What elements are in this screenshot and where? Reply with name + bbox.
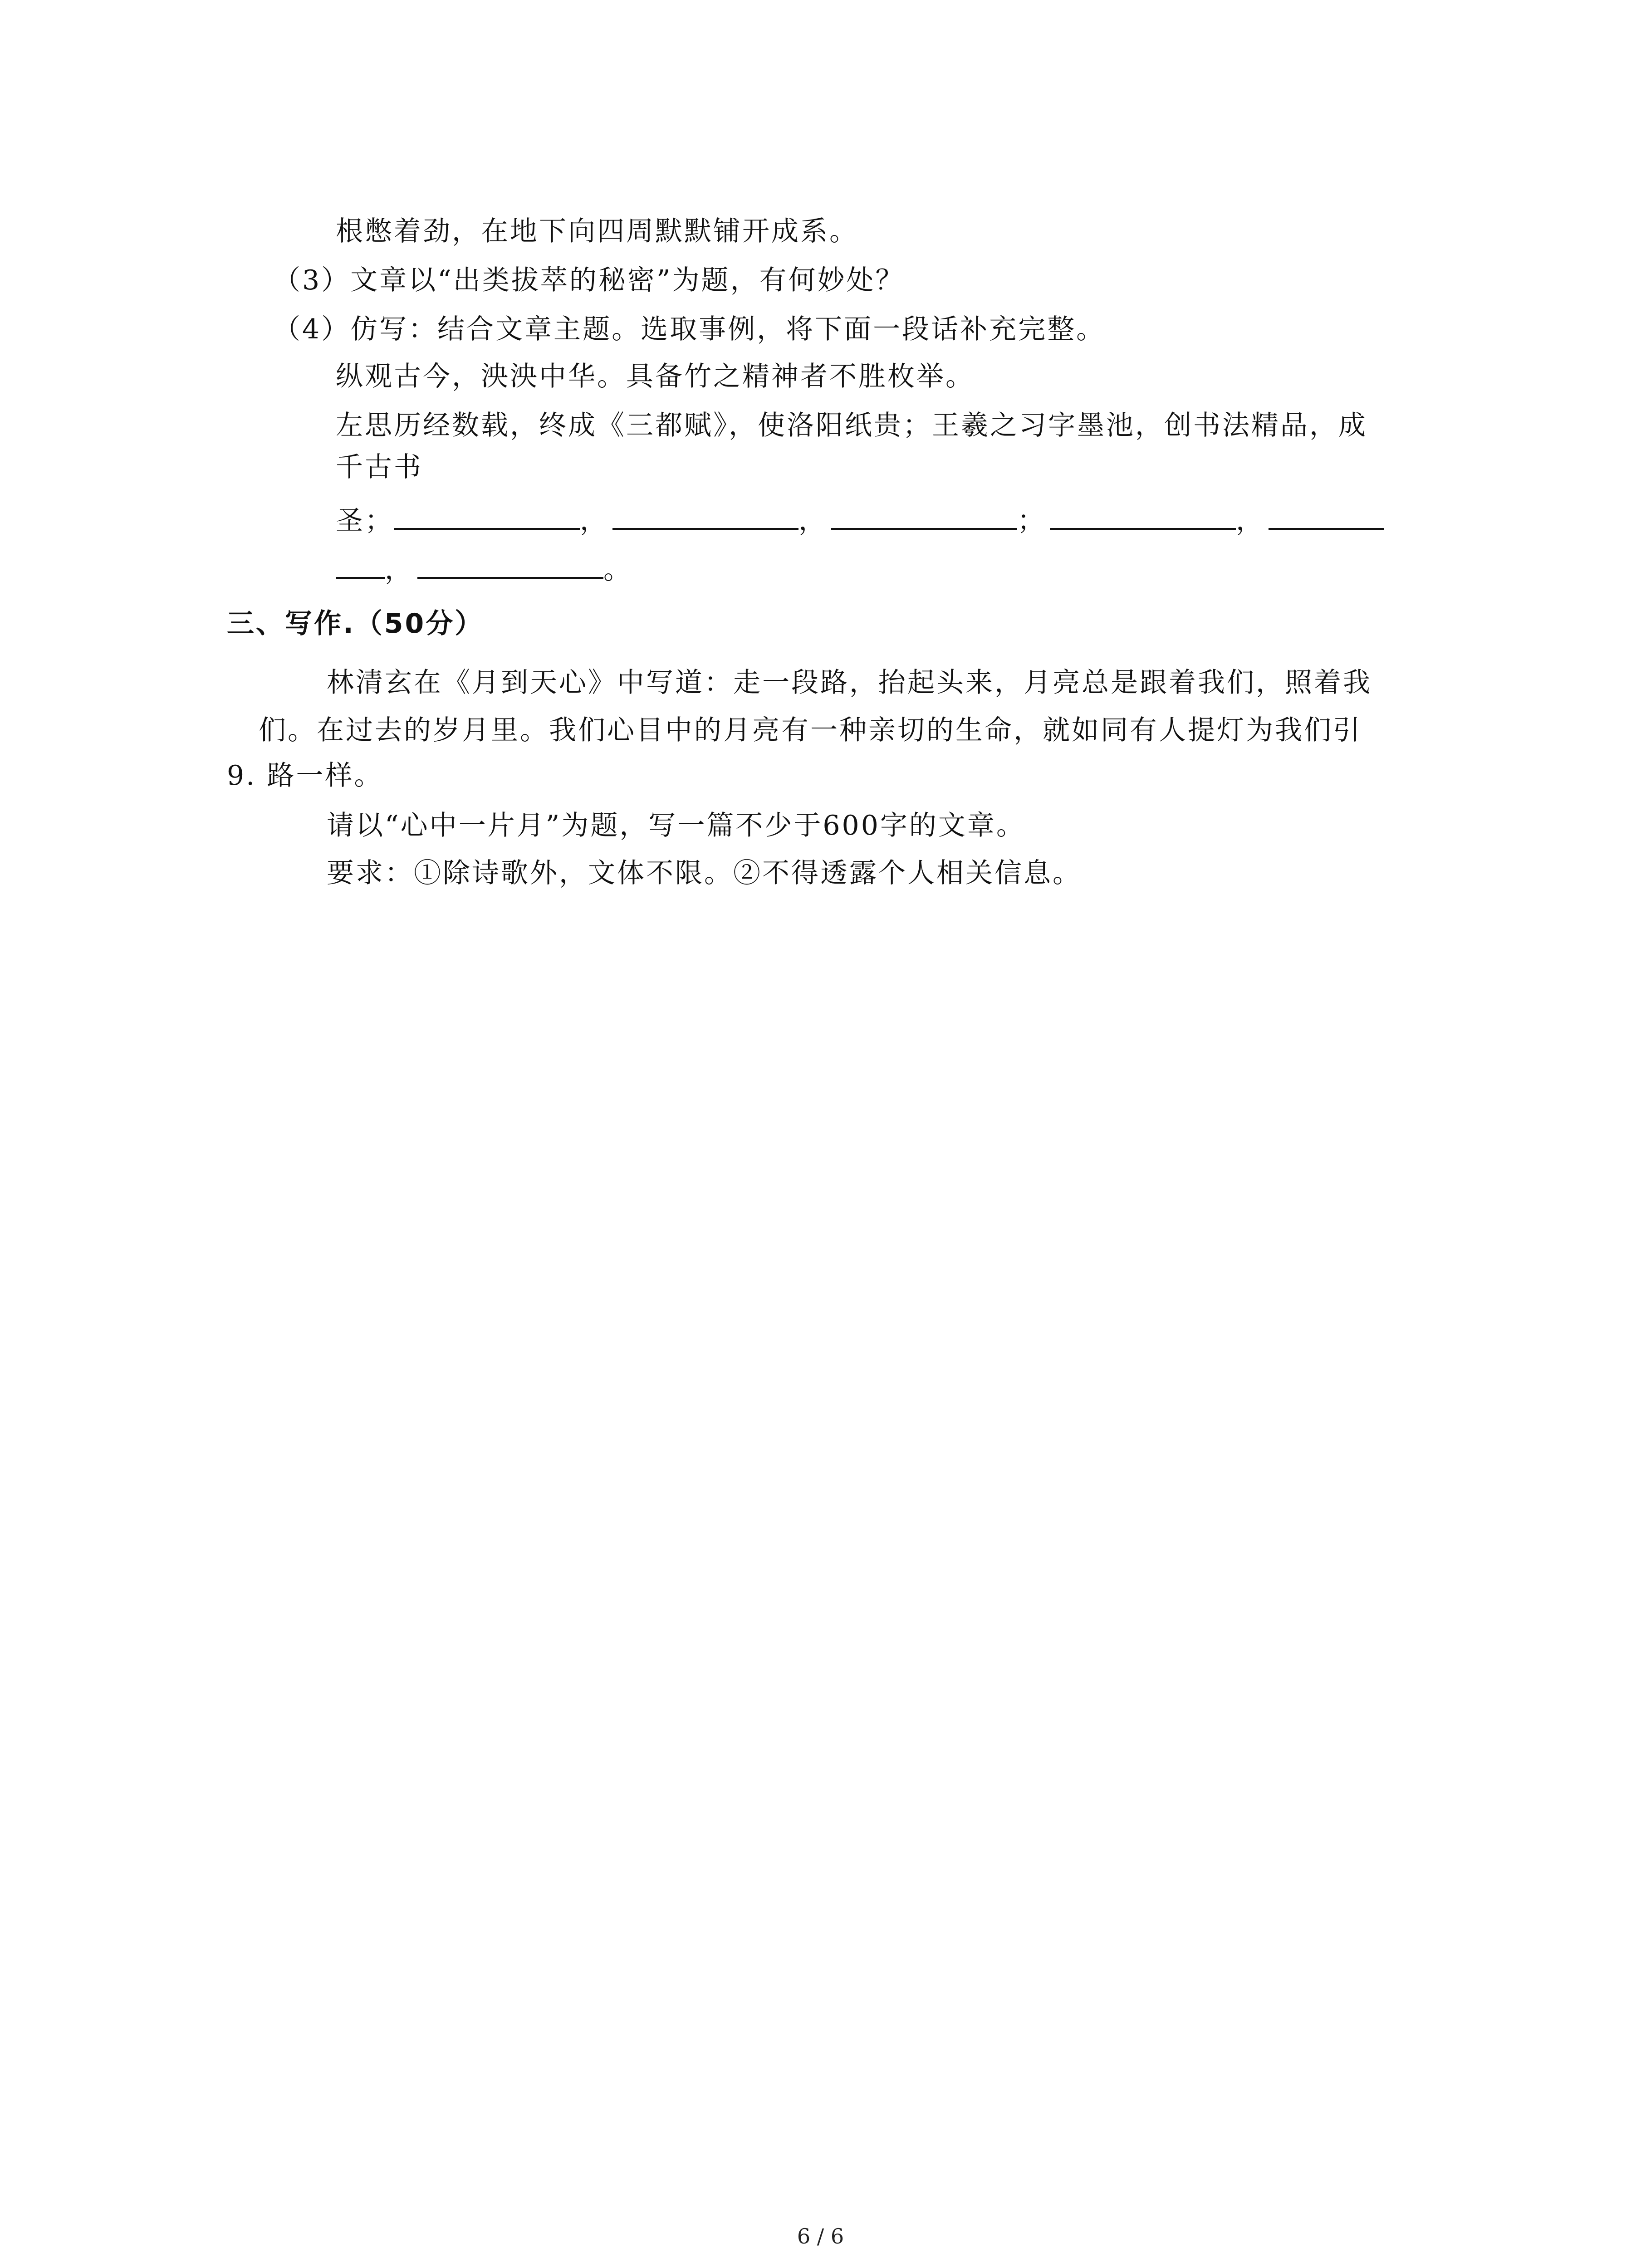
question-4-line-1: 纵观古今，泱泱中华。具备竹之精神者不胜枚举。 bbox=[336, 361, 975, 392]
essay-para-line-3: 9. 路一样。 bbox=[227, 760, 383, 792]
comma-text: ， bbox=[580, 505, 609, 537]
question-4: （4）仿写：结合文章主题。选取事例，将下面一段话补充完整。 bbox=[273, 313, 1106, 345]
question-4-line-2: 左思历经数载，终成《三都赋》，使洛阳纸贵；王羲之习字墨池，创书法精品，成 bbox=[336, 410, 1367, 441]
answer-blank[interactable] bbox=[394, 500, 580, 530]
answer-blank[interactable] bbox=[1050, 500, 1236, 530]
period-text: 。 bbox=[603, 554, 632, 586]
page-number: 6 / 6 bbox=[797, 2224, 844, 2248]
essay-para-line-1: 林清玄在《月到天心》中写道：走一段路，抬起头来，月亮总是跟着我们，照着我 bbox=[327, 667, 1372, 699]
comma-text: ， bbox=[1236, 505, 1265, 537]
semicolon-text: ； bbox=[1017, 505, 1046, 537]
fill-start-text: 圣； bbox=[336, 505, 394, 537]
question-3: （3）文章以“出类拔萃的秘密”为题，有何妙处？ bbox=[273, 264, 905, 296]
section-3-heading: 三、写作.（50分） bbox=[227, 608, 484, 640]
comma-text: ， bbox=[385, 554, 414, 586]
question-4-line-3: 千古书 bbox=[336, 451, 423, 483]
essay-requirements: 要求：①除诗歌外，文体不限。②不得透露个人相关信息。 bbox=[327, 857, 1082, 889]
essay-para-line-2: 们。在过去的岁月里。我们心目中的月亮有一种亲切的生命，就如同有人提灯为我们引 bbox=[259, 714, 1362, 746]
answer-blank[interactable] bbox=[417, 549, 603, 579]
fill-in-line-2 bbox=[336, 549, 632, 588]
answer-blank[interactable] bbox=[831, 500, 1017, 530]
essay-prompt: 请以“心中一片月”为题，写一篇不少于600字的文章。 bbox=[327, 810, 1025, 841]
comma-text: ， bbox=[798, 505, 828, 537]
fill-in-line-1 bbox=[336, 500, 1384, 539]
answer-blank[interactable] bbox=[612, 500, 798, 530]
answer-blank[interactable] bbox=[336, 549, 385, 579]
answer-blank[interactable] bbox=[1269, 500, 1384, 530]
question-2-tail: 根憋着劲，在地下向四周默默铺开成系。 bbox=[336, 215, 858, 247]
